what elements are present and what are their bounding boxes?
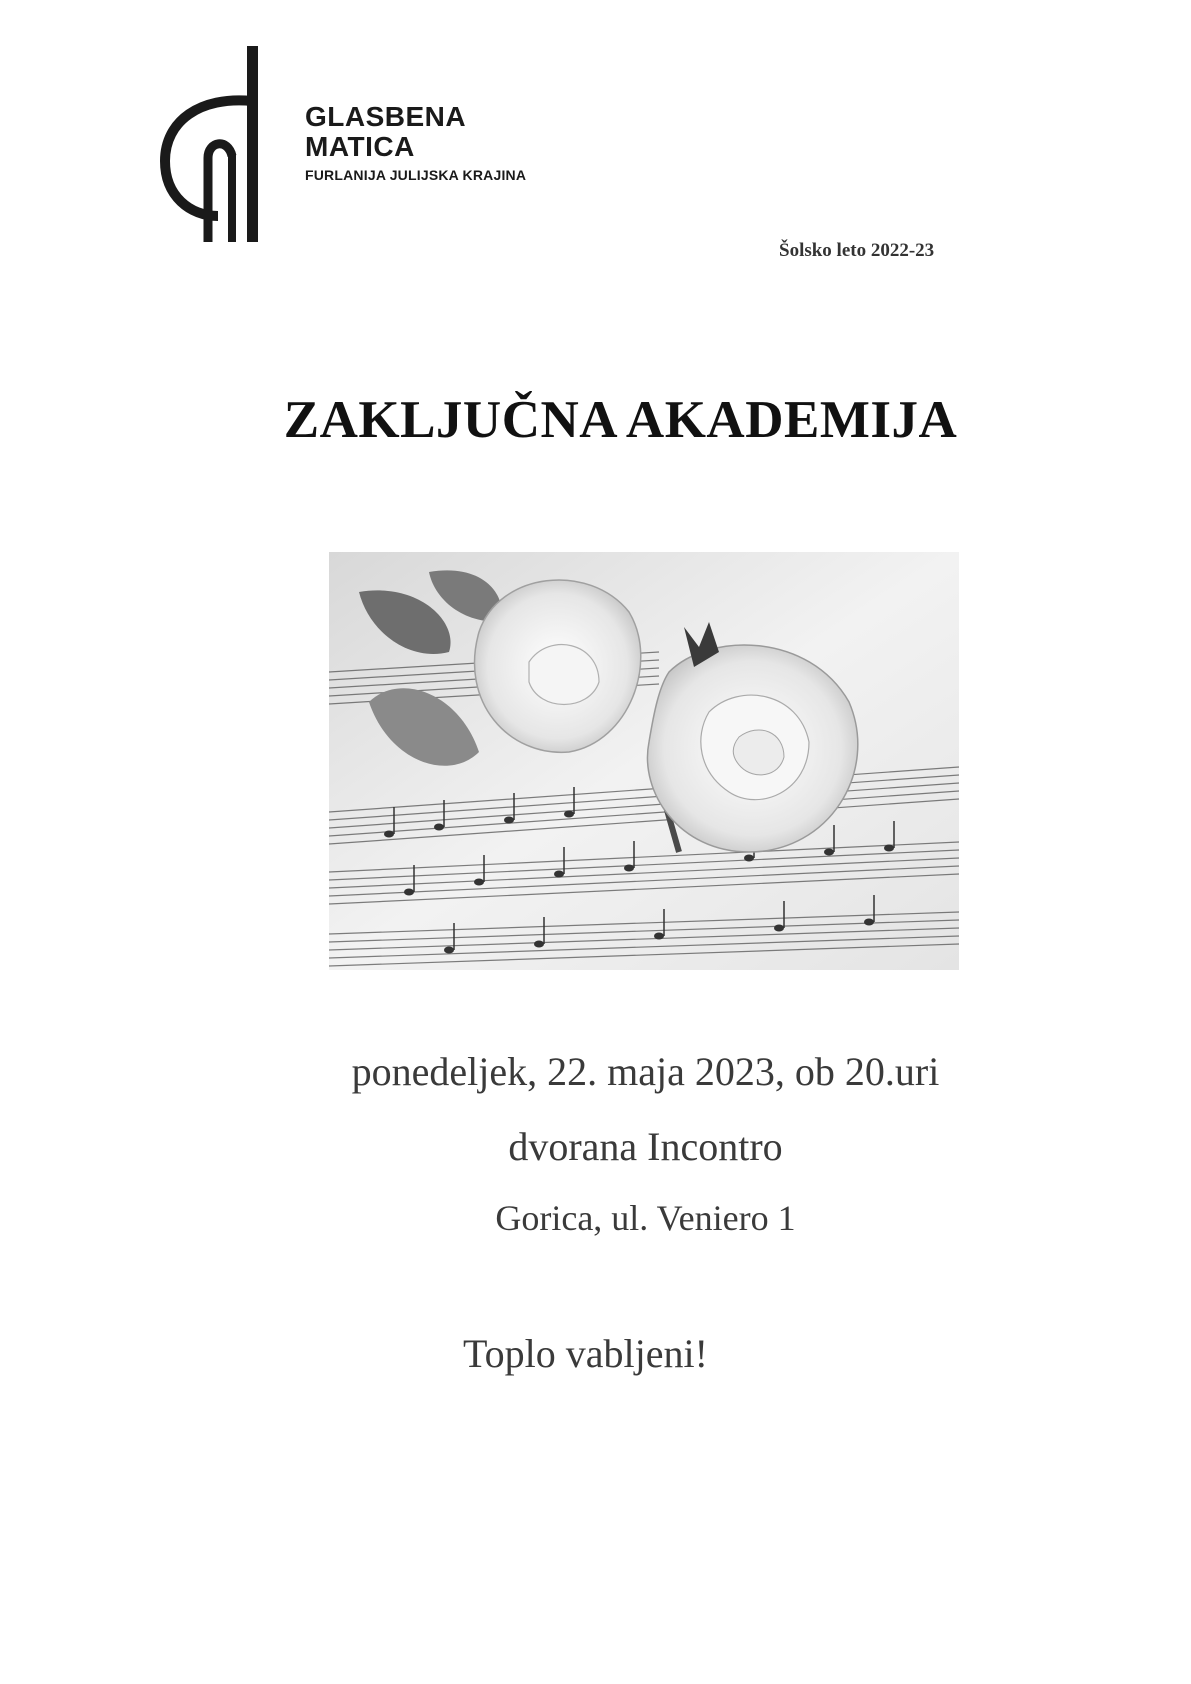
logo-line-2: MATICA <box>305 131 415 162</box>
rose-on-sheet-music-photo <box>329 552 959 970</box>
page-title: ZAKLJUČNA AKADEMIJA <box>283 391 958 449</box>
event-address: Gorica, ul. Veniero 1 <box>495 1198 796 1238</box>
school-year: Šolsko leto 2022-23 <box>779 240 935 261</box>
rose-photo <box>329 552 959 970</box>
event-venue: dvorana Incontro <box>508 1124 783 1169</box>
invitation-text: Toplo vabljeni! <box>463 1331 708 1376</box>
logo-line-3: FURLANIJA JULIJSKA KRAJINA <box>305 167 527 183</box>
logo-line-1: GLASBENA <box>305 101 467 132</box>
logo-text <box>305 102 526 184</box>
event-date-time: ponedeljek, 22. maja 2023, ob 20.uri <box>351 1049 940 1094</box>
gm-monogram-icon <box>160 46 280 246</box>
organization-logo <box>160 46 580 246</box>
